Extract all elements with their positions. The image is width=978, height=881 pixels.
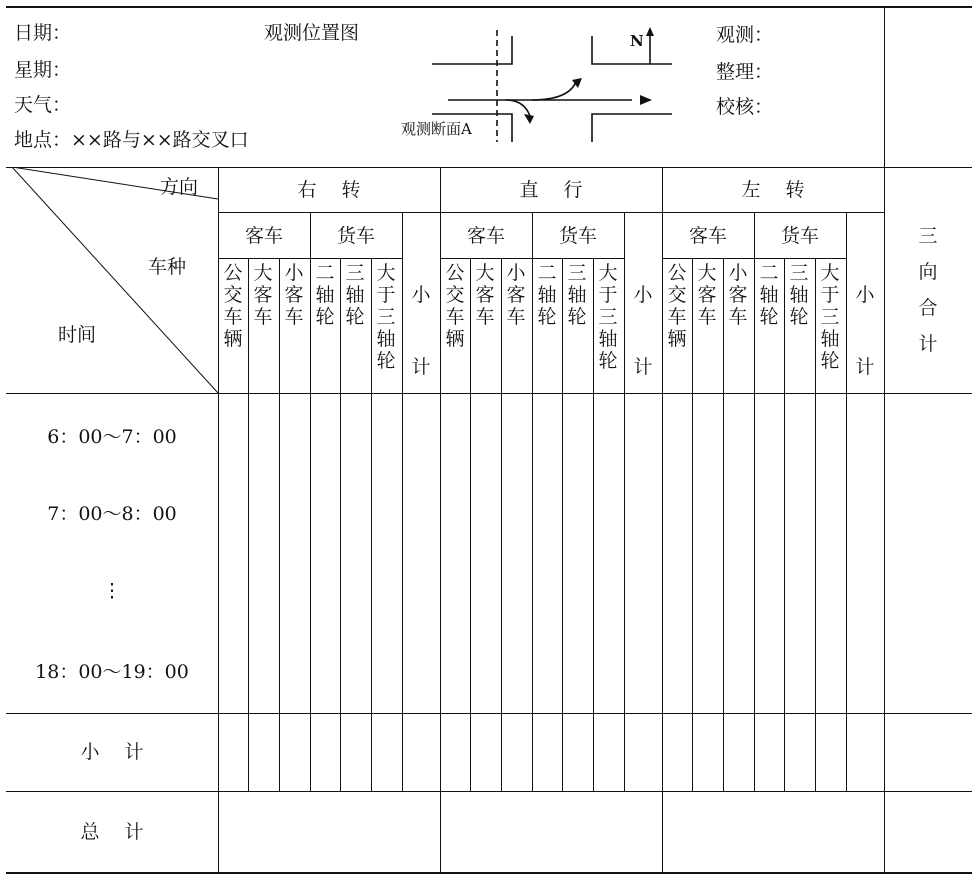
corner-diagonals	[6, 167, 219, 394]
road-edge-se	[592, 114, 672, 142]
col-line	[846, 212, 847, 791]
freight-heading: 货车	[336, 225, 375, 247]
table-bottom-line	[6, 872, 972, 874]
time-row-label: 7：00～8：00	[47, 503, 177, 525]
top-border	[6, 6, 972, 8]
passenger-heading: 客车	[688, 225, 727, 247]
road-edge-nw	[432, 36, 512, 64]
col-line	[532, 212, 533, 791]
col-line	[692, 258, 693, 791]
organizer-label: 整理：	[716, 61, 774, 83]
col-line	[723, 258, 724, 791]
col-three-axle: 三轴轮	[789, 262, 809, 328]
weather-label: 天气：	[14, 94, 72, 116]
col-line	[279, 258, 280, 791]
subtotal-column-heading: 小计	[855, 284, 875, 378]
col-two-axle: 二轴轮	[759, 262, 779, 328]
corner-direction-label: 方向	[160, 176, 199, 198]
group-divider-line	[218, 212, 884, 213]
col-line	[815, 258, 816, 791]
subtotal-column-heading: 小计	[633, 284, 653, 378]
freight-heading: 货车	[558, 225, 597, 247]
col-line	[562, 258, 563, 791]
corner-diagonal-lower	[12, 167, 218, 393]
col-small-bus: 小客车	[728, 262, 748, 328]
straight-arrowhead-icon	[640, 95, 652, 105]
col-over-three-axle: 大于三轴轮	[376, 262, 396, 372]
col-line	[371, 258, 372, 791]
col-large-bus: 大客车	[697, 262, 717, 328]
col-bus: 公交车辆	[223, 262, 243, 350]
col-line	[501, 258, 502, 791]
right-column-line	[884, 6, 885, 872]
north-label: N	[630, 32, 644, 50]
corner-time-label: 时间	[58, 324, 97, 346]
data-bottom-line	[6, 713, 972, 714]
date-label: 日期：	[14, 22, 72, 44]
left-turn-arrow	[532, 82, 576, 100]
col-line	[754, 212, 755, 791]
group-line-2	[440, 167, 441, 872]
col-two-axle: 二轴轮	[537, 262, 557, 328]
north-arrowhead-icon	[646, 27, 654, 36]
subtotal-column-heading: 小计	[411, 284, 431, 378]
col-two-axle: 二轴轮	[315, 262, 335, 328]
subtotal-bottom-line	[6, 791, 972, 792]
weekday-label: 星期：	[14, 59, 72, 81]
corner-vehicle-label: 车种	[148, 256, 187, 278]
col-line	[402, 212, 403, 791]
col-line	[593, 258, 594, 791]
col-line	[310, 212, 311, 791]
col-line	[624, 212, 625, 791]
col-line	[340, 258, 341, 791]
observer-label: 观测：	[716, 24, 774, 46]
col-line	[248, 258, 249, 791]
three-way-total-heading: 三向合计	[918, 225, 938, 355]
col-large-bus: 大客车	[475, 262, 495, 328]
col-large-bus: 大客车	[253, 262, 273, 328]
group-straight: 直 行	[519, 179, 583, 201]
col-line	[784, 258, 785, 791]
col-bus: 公交车辆	[667, 262, 687, 350]
col-line	[470, 258, 471, 791]
col-small-bus: 小客车	[284, 262, 304, 328]
passenger-heading: 客车	[244, 225, 283, 247]
freight-heading: 货车	[780, 225, 819, 247]
col-over-three-axle: 大于三轴轮	[820, 262, 840, 372]
checker-label: 校核：	[716, 96, 774, 118]
group-right-turn: 右 转	[297, 179, 361, 201]
col-three-axle: 三轴轮	[345, 262, 365, 328]
passenger-heading: 客车	[466, 225, 505, 247]
col-over-three-axle: 大于三轴轮	[598, 262, 618, 372]
col-small-bus: 小客车	[506, 262, 526, 328]
group-line-3	[662, 167, 663, 872]
time-row-ellipsis: ⋮	[102, 580, 122, 602]
subtotal-row-label: 小 计	[80, 741, 144, 763]
total-row-label: 总 计	[80, 821, 144, 843]
group-left-turn: 左 转	[741, 179, 805, 201]
location-label: 地点：××路与××路交叉口	[14, 129, 249, 151]
time-row-label: 18：00～19：00	[35, 661, 189, 683]
section-label: 观测断面A	[401, 120, 472, 138]
time-row-label: 6：00～7：00	[47, 426, 177, 448]
right-turn-arrowhead-icon	[524, 114, 534, 124]
col-three-axle: 三轴轮	[567, 262, 587, 328]
diagram-title: 观测位置图	[264, 22, 360, 44]
col-bus: 公交车辆	[445, 262, 465, 350]
